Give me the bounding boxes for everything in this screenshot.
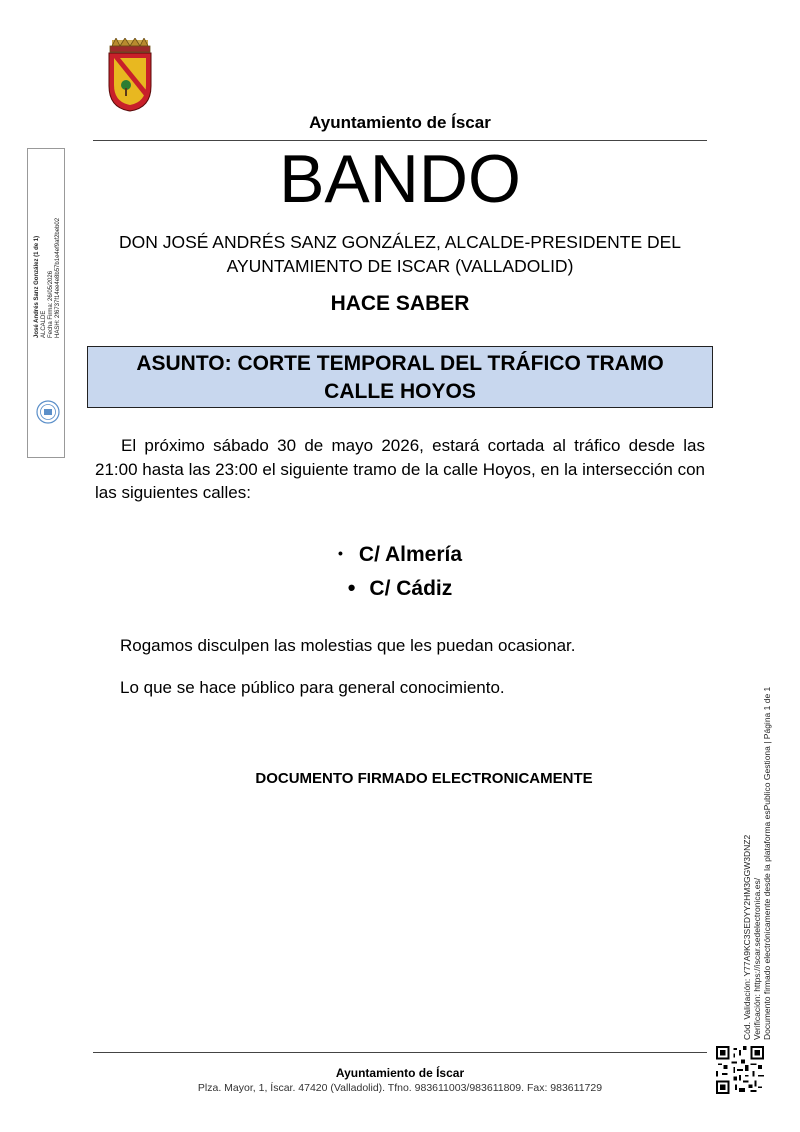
footer-address: Plza. Mayor, 1, Íscar. 47420 (Valladolid). Tfno. 983611003/983611809. Fax: 983611729 bbox=[197, 1082, 603, 1094]
mayor-statement bbox=[80, 230, 720, 278]
hace-saber-heading: HACE SABER bbox=[330, 292, 470, 315]
street-name: C/ Cádiz bbox=[369, 577, 453, 600]
document-title: BANDO bbox=[279, 141, 521, 217]
coat-of-arms-logo bbox=[104, 38, 156, 112]
subject-line-1: ASUNTO: CORTE TEMPORAL DEL TRÁFICO TRAMO bbox=[136, 352, 664, 375]
body-paragraph: El próximo sábado 30 de mayo 2026, estará cortada al tráfico desde las 21:00 hasta las 23:00 el siguiente tramo de la calle Hoyos, en la intersección con las siguientes calles: bbox=[95, 436, 705, 502]
signed-notice: DOCUMENTO FIRMADO ELECTRONICAMENTE bbox=[255, 770, 593, 787]
street-name: C/ Almería bbox=[358, 543, 462, 566]
signer-role: ALCALDE bbox=[41, 310, 47, 338]
body-paragraph-container bbox=[95, 434, 705, 505]
apology-text: Rogamos disculpen las molestias que les puedan ocasionar. bbox=[120, 636, 576, 655]
bullet-icon: • bbox=[338, 545, 343, 561]
footer-organization: Ayuntamiento de Íscar bbox=[335, 1066, 465, 1080]
subject-box bbox=[87, 346, 713, 408]
platform-note: Documento firmado electrónicamente desde la plataforma esPublico Gestiona | Página 1 de 1 bbox=[762, 686, 772, 1040]
footer-divider bbox=[93, 1052, 707, 1053]
validation-code: Cód. Validación: Y77A9KC3SEDYY2HM3GGW3DNZ2 bbox=[742, 834, 752, 1040]
seal-icon bbox=[36, 400, 60, 424]
closing-text: Lo que se hace público para general conocimiento. bbox=[120, 678, 505, 697]
signature-date: Fecha Firma: 26/05/2026 bbox=[48, 270, 54, 338]
signer-name: José Andrés Sanz González (1 de 1) bbox=[34, 235, 40, 338]
header-organization: Ayuntamiento de Íscar bbox=[309, 113, 491, 132]
subject-line-2: CALLE HOYOS bbox=[324, 380, 476, 403]
bullet-icon: • bbox=[347, 575, 356, 600]
signature-hash: HASH: 2f6737f14ee4e8b57b1e4ef9af2beb02 bbox=[55, 217, 61, 338]
street-item bbox=[0, 543, 800, 567]
mayor-line-2: AYUNTAMIENTO DE ISCAR (VALLADOLID) bbox=[226, 256, 574, 276]
street-item bbox=[0, 575, 800, 601]
mayor-line-1: DON JOSÉ ANDRÉS SANZ GONZÁLEZ, ALCALDE-PRESIDENTE DEL bbox=[118, 232, 682, 252]
verification-url[interactable]: Verificación: https://iscar.sedelectronica.es/ bbox=[752, 877, 762, 1040]
